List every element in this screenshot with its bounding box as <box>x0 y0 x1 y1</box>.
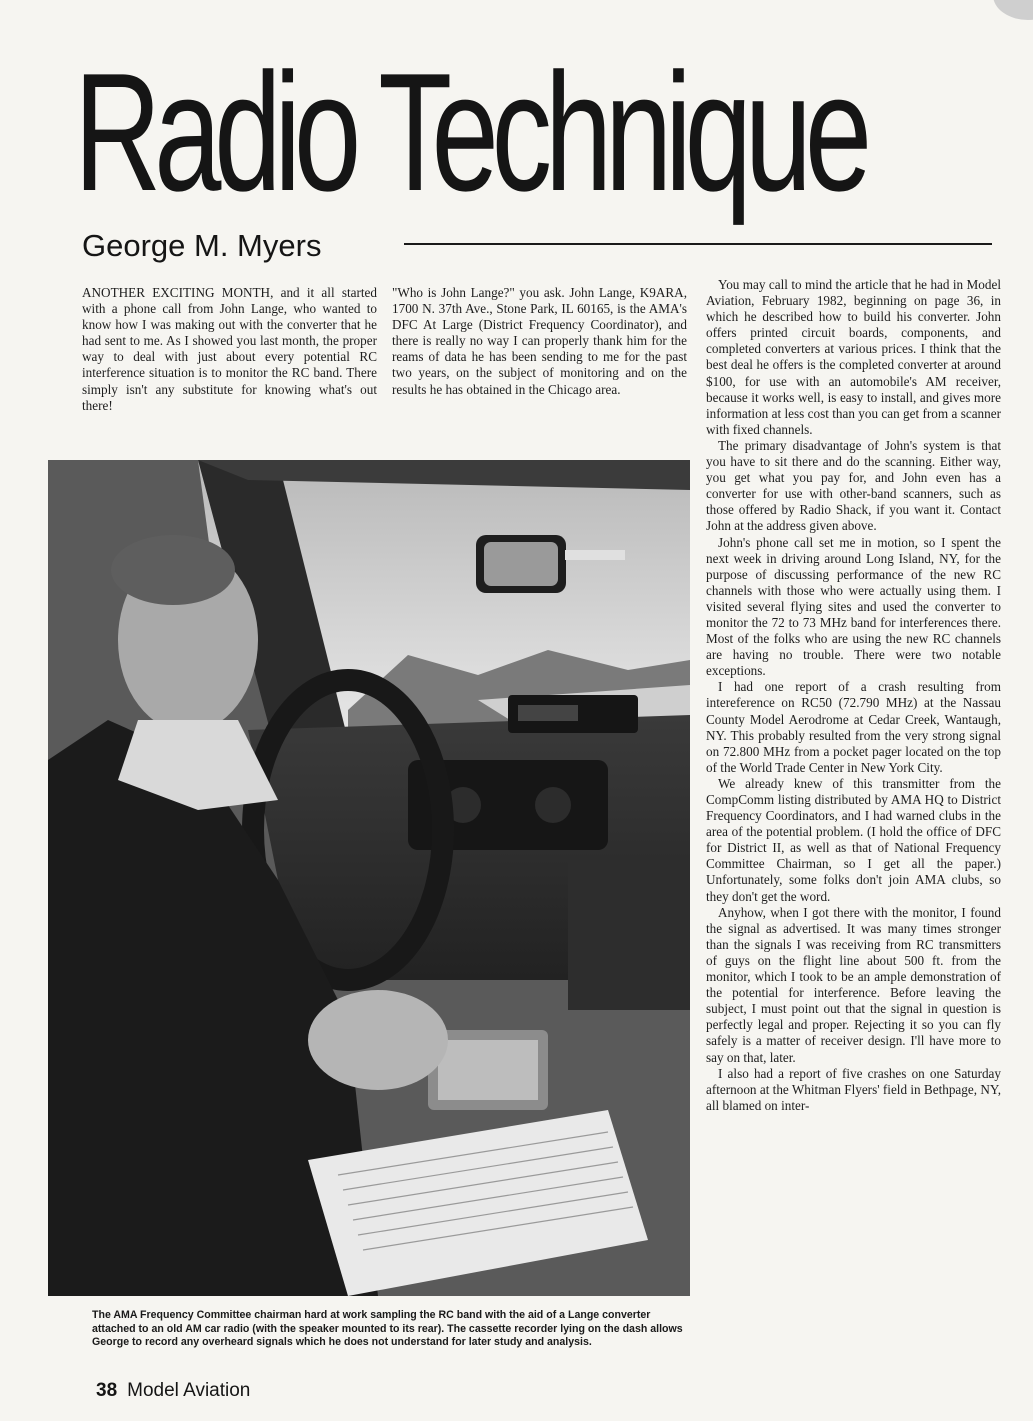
paragraph: You may call to mind the article that he had in Model Aviation, February 1982, beginning on page 36, in which he described how to build his converter. John offers printed circuit boards, components, and completed converters at various prices. I think that the best deal he offers is the completed converter at around $100, for use with an automobile's AM receiver, because it works well, is easy to install, and gives more information at less cost than you can get from a scanner with fixed channels. <box>706 277 1001 437</box>
publication-name: Model Aviation <box>127 1380 251 1401</box>
text-column-3 <box>706 277 1001 1114</box>
photo-caption: The AMA Frequency Committee chairman hard at work sampling the RC band with the aid of a Lange converter attached to an old AM car radio (with the speaker mounted to its rear). The cassette recorder lying on the dash allows George to record any overheard signals which he does not understand for later study and analysis. <box>92 1309 683 1349</box>
page-number: 38 <box>96 1380 118 1401</box>
car-interior-photo-illustration <box>48 460 690 1296</box>
page-footer <box>96 1380 250 1402</box>
paragraph: The primary disadvantage of John's system is that you have to sit there and do the scanning. Either way, you get what you pay for, and John even has a converter for use with other-band scanners, such as those offered by Radio Shack, if you want it. Contact John at the address given above. <box>706 437 1001 534</box>
paragraph: We already knew of this transmitter from the CompComm listing distributed by AMA HQ to District Frequency Coordinators, and I had warned clubs in the area of the potential problem. (I hold the office of DFC for District II, as well as that of National Frequency Committee Chairman, so I get all the paper.) Unfortunately, some folks don't join AMA clubs, so they don't get the word. <box>706 775 1001 904</box>
author-byline: George M. Myers <box>82 228 322 263</box>
text-column-2 <box>392 285 687 398</box>
paragraph: I had one report of a crash resulting from intereference on RC50 (72.790 MHz) at the Nassau County Model Aerodrome at Cedar Creek, Wantaugh, NY. This probably resulted from the very strong signal on 72.800 MHz from a pocket pager located on the top of the World Trade Center in New York City. <box>706 679 1001 775</box>
paragraph: Anyhow, when I got there with the monitor, I found the signal as advertised. It was many times stronger than the signals I was receiving from RC transmitters of guys on the flight line about 500 ft. from the monitor, which I took to be an ample demonstration of the potential for interference. Before leaving the subject, I must point out that the signal in question is perfectly legal and proper. Rejecting it so you can fly safely is a matter of receiver design. I'll have more to say on that, later. <box>706 904 1001 1065</box>
article-photo <box>48 460 690 1296</box>
article-title: Radio Technique <box>74 38 865 226</box>
page-corner-shadow <box>993 0 1033 20</box>
paragraph: "Who is John Lange?" you ask. John Lange, K9ARA, 1700 N. 37th Ave., Stone Park, IL 60165, is the AMA's DFC At Large (District Frequency Coordinator), and there is really no way I can properly thank him for the reams of data he has been sending to me for the past two years, on the subject of monitoring and on the results he has obtained in the Chicago area. <box>392 285 687 397</box>
paragraph: ANOTHER EXCITING MONTH, and it all started with a phone call from John Lange, who wanted to know how I was making out with the converter that he had sent to me. As I showed you last month, the proper way to deal with just about every potential RC interference situation is to monitor the RC band. There simply isn't any substitute for knowing what's out there! <box>82 285 377 413</box>
text-column-1 <box>82 285 377 414</box>
paragraph: I also had a report of five crashes on one Saturday afternoon at the Whitman Flyers' field in Bethpage, NY, all blamed on inter- <box>706 1065 1001 1113</box>
byline-rule <box>404 243 992 245</box>
paragraph: John's phone call set me in motion, so I spent the next week in driving around Long Island, NY, for the purpose of discussing performance of the new RC channels with those who were actually using them. I visited several flying sites and used the converter to monitor the 72 to 73 MHz band for interferences there. Most of the folks who are using the new RC channels are having no trouble. There were two notable exceptions. <box>706 534 1001 679</box>
